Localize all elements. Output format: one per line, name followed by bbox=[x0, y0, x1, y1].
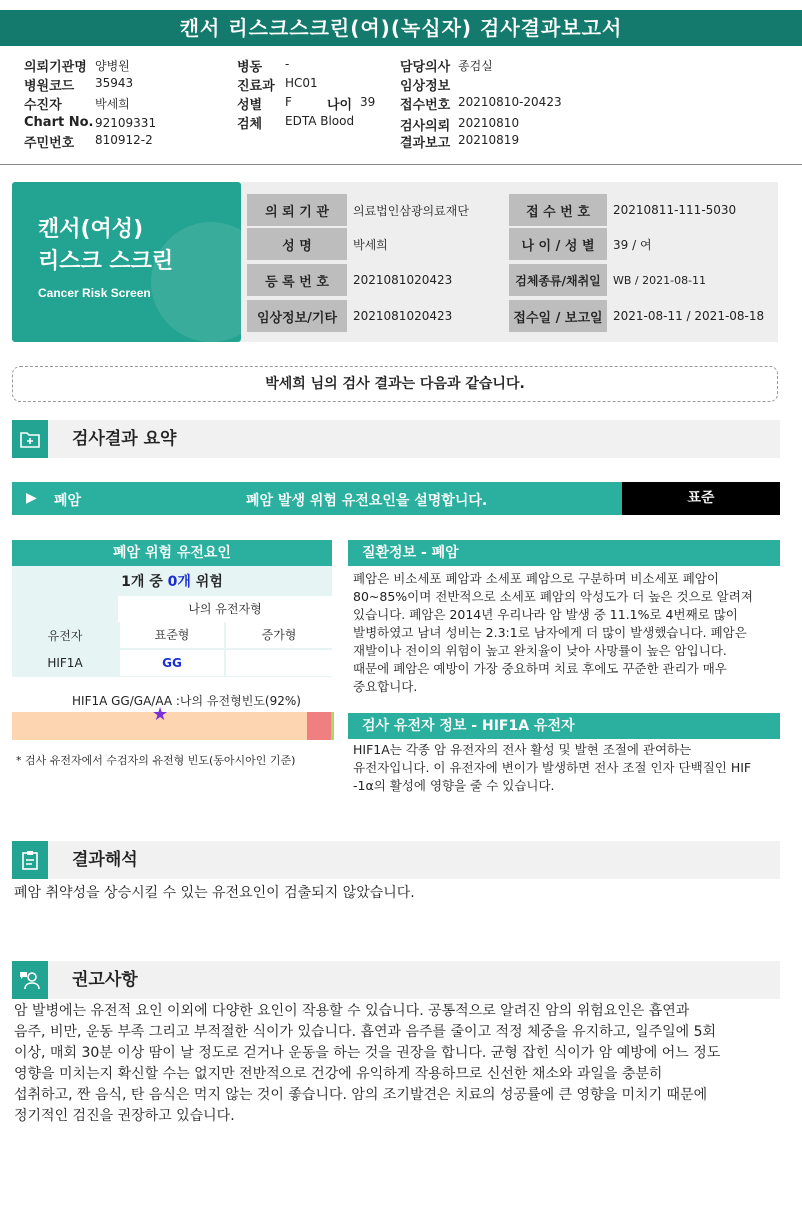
header-value: 39 bbox=[360, 95, 376, 109]
gene-name: HIF1A bbox=[47, 656, 83, 670]
info-label: 의 뢰 기 관 bbox=[247, 194, 347, 226]
header-label: 접수번호 bbox=[400, 98, 451, 113]
header-value: 35943 bbox=[95, 76, 134, 90]
frequency-bar bbox=[12, 704, 334, 740]
header-value: 박세희 bbox=[95, 97, 130, 111]
text-line: 암 발병에는 유전적 요인 이외에 다양한 요인이 작용할 수 있습니다. 공통적으로 알려진 암의 위험요인은 흡연과 bbox=[14, 1003, 690, 1019]
recommendation-section-header bbox=[12, 961, 780, 999]
header-label: 병동 bbox=[237, 60, 263, 75]
header-value: EDTA Blood bbox=[285, 114, 355, 128]
header-value: HC01 bbox=[285, 76, 318, 90]
recommendation-text bbox=[14, 1001, 794, 1127]
clipboard-icon bbox=[12, 841, 48, 879]
banner-title-line1: 캔서(여성) bbox=[38, 217, 144, 242]
my-genotype-header: 나의 유전자형 bbox=[118, 596, 332, 622]
result-greeting: 박세희 님의 검사 결과는 다음과 같습니다. bbox=[12, 366, 778, 402]
info-label: 검체종류/채취일 bbox=[509, 264, 607, 296]
disease-name: 폐암 bbox=[54, 493, 82, 509]
info-value: 2021081020423 bbox=[353, 309, 453, 323]
header-value: 20210810 bbox=[458, 116, 520, 130]
gene-col-header: 유전자 bbox=[47, 629, 83, 643]
increased-genotype bbox=[226, 650, 332, 676]
header-label: 임상정보 bbox=[400, 79, 451, 94]
header-label: 성별 bbox=[237, 98, 263, 113]
header-value: 양병원 bbox=[95, 59, 130, 73]
text-line: 때문에 폐암은 예방이 가장 중요하며 치료 후에도 꾸준한 관리가 매우 bbox=[353, 661, 727, 676]
standard-genotype: GG bbox=[120, 650, 224, 676]
lung-cancer-bar bbox=[12, 482, 622, 515]
header-value: - bbox=[285, 57, 290, 71]
disease-info-text bbox=[353, 570, 779, 696]
increased-col-header: 증가형 bbox=[226, 622, 332, 648]
text-line: 80~85%이며 전반적으로 소세포 폐암의 악성도가 더 높은 것으로 알려져 bbox=[353, 589, 753, 604]
info-label: 나 이 / 성 별 bbox=[509, 228, 607, 260]
info-value: 2021081020423 bbox=[353, 273, 453, 287]
text-line: 재발이나 전이의 위험이 높고 완치율이 낮아 사망률이 높은 암입니다. bbox=[353, 643, 727, 658]
header-label: 담당의사 bbox=[400, 60, 451, 75]
report-header bbox=[0, 52, 802, 152]
interpretation-title: 결과해석 bbox=[72, 850, 138, 870]
info-label: 등 록 번 호 bbox=[247, 264, 347, 296]
info-value: 의료법인삼광의료재단 bbox=[353, 203, 469, 218]
text-line: -1α의 활성에 영향을 줄 수 있습니다. bbox=[353, 778, 555, 793]
recommendation-title: 권고사항 bbox=[72, 970, 138, 990]
info-label: 성 명 bbox=[247, 228, 347, 260]
header-label: 진료과 bbox=[237, 79, 275, 94]
header-label: 주민번호 bbox=[24, 136, 75, 151]
header-divider bbox=[0, 164, 802, 165]
header-label: 검체 bbox=[237, 117, 263, 132]
header-value: F bbox=[285, 95, 292, 109]
header-label: 나이 bbox=[327, 98, 353, 113]
banner-decoration bbox=[151, 222, 241, 342]
text-line: 음주, 비만, 운동 부족 그리고 부적절한 식이가 있습니다. 흡연과 음주를 줄이고 적정 체중을 유지하고, 일주일에 5회 bbox=[14, 1024, 717, 1040]
text-line: 폐암은 비소세포 폐암과 소세포 폐암으로 구분하며 비소세포 폐암이 bbox=[353, 571, 719, 586]
risk-count bbox=[12, 568, 332, 596]
patient-info-table bbox=[241, 182, 778, 342]
gene-risk-table bbox=[12, 540, 332, 677]
text-line: 있습니다. 폐암은 2014년 우리나라 암 발생 중 11.1%로 4번째로 많이 bbox=[353, 607, 738, 622]
header-label: Chart No. bbox=[24, 115, 94, 130]
banner-subtitle: Cancer Risk Screen bbox=[38, 286, 151, 300]
text-line: 이상, 매회 30분 이상 땀이 날 정도로 걷거나 운동을 하는 것을 권장을 합니다. 균형 잡힌 식이가 암 예방에 어느 정도 bbox=[14, 1045, 721, 1061]
text-line: 정기적인 검진을 권장하고 있습니다. bbox=[14, 1108, 235, 1124]
disease-info-header: 질환정보 - 폐암 bbox=[348, 540, 780, 566]
my-frequency-star-icon: ★ bbox=[152, 704, 169, 725]
risk-count-post: 위험 bbox=[190, 574, 223, 590]
report-title: 캔서 리스크스크린(여)(녹십자) 검사결과보고서 bbox=[0, 10, 802, 46]
text-line: 유전자입니다. 이 유전자에 변이가 발생하면 전사 조절 인자 단백질인 HIF bbox=[353, 760, 752, 775]
frequency-label: HIF1A GG/GA/AA :나의 유전형빈도(92%) bbox=[72, 694, 301, 708]
info-value: 2021-08-11 / 2021-08-18 bbox=[613, 309, 765, 323]
text-line: 발병하였고 남녀 성비는 2.3:1로 남자에게 더 많이 발생했습니다. 폐암은 bbox=[353, 625, 747, 640]
header-value: 20210819 bbox=[458, 133, 520, 147]
interpretation-text: 폐암 취약성을 상승시킬 수 있는 유전요인이 검출되지 않았습니다. bbox=[14, 885, 415, 901]
frequency-footnote: * 검사 유전자에서 수검자의 유전형 빈도(동아시아인 기준) bbox=[16, 754, 296, 767]
summary-section-header bbox=[12, 420, 780, 458]
banner-title-line2: 리스크 스크린 bbox=[38, 249, 174, 274]
info-label: 접수일 / 보고일 bbox=[509, 300, 607, 332]
play-arrow-icon: ▶ bbox=[26, 490, 37, 506]
gene-table-title: 폐암 위험 유전요인 bbox=[12, 540, 332, 566]
gene-info-text bbox=[353, 741, 779, 795]
header-label: 검사의뢰 bbox=[400, 119, 451, 134]
info-value: WB / 2021-08-11 bbox=[613, 273, 707, 287]
text-line: 중요합니다. bbox=[353, 679, 418, 694]
gene-info-header: 검사 유전자 정보 - HIF1A 유전자 bbox=[348, 713, 780, 739]
header-value: 92109331 bbox=[95, 116, 157, 130]
info-value: 39 / 여 bbox=[613, 237, 652, 252]
risk-status-badge: 표준 bbox=[622, 482, 780, 515]
doctor-chat-icon bbox=[12, 961, 48, 999]
standard-col-header: 표준형 bbox=[120, 622, 224, 648]
header-label: 의뢰기관명 bbox=[24, 60, 87, 75]
info-value: 20210811-111-5030 bbox=[613, 203, 737, 217]
text-line: 섭취하고, 짠 음식, 탄 음식은 먹지 않는 것이 좋습니다. 암의 조기발견은 치료의 성공률에 큰 영향을 미치기 때문에 bbox=[14, 1087, 708, 1103]
disease-description: 폐암 발생 위험 유전요인을 설명합니다. bbox=[246, 493, 488, 509]
risk-count-pre: 1개 중 bbox=[121, 574, 168, 590]
header-value: 810912-2 bbox=[95, 133, 153, 147]
interpretation-section-header bbox=[12, 841, 780, 879]
info-label: 임상정보/기타 bbox=[247, 300, 347, 332]
header-label: 수진자 bbox=[24, 98, 62, 113]
info-value: 박세희 bbox=[353, 237, 388, 252]
text-line: HIF1A는 각종 암 유전자의 전사 활성 및 발현 조절에 관여하는 bbox=[353, 742, 692, 757]
frequency-bar-other bbox=[307, 712, 331, 740]
header-label: 병원코드 bbox=[24, 79, 75, 94]
frequency-bar-end bbox=[331, 712, 334, 740]
text-line: 영향을 미치는지 확신할 수는 없지만 전반적으로 건강에 유익하게 작용하므로 신선한 채소와 과일을 충분히 bbox=[14, 1066, 663, 1082]
header-value: 종검실 bbox=[458, 59, 493, 73]
info-label: 접 수 번 호 bbox=[509, 194, 607, 226]
cancer-risk-banner bbox=[12, 182, 241, 342]
header-value: 20210810-20423 bbox=[458, 95, 562, 109]
risk-count-number: 0개 bbox=[167, 574, 191, 590]
header-label: 결과보고 bbox=[400, 136, 451, 151]
summary-title: 검사결과 요약 bbox=[72, 429, 177, 449]
folder-plus-icon bbox=[12, 420, 48, 458]
